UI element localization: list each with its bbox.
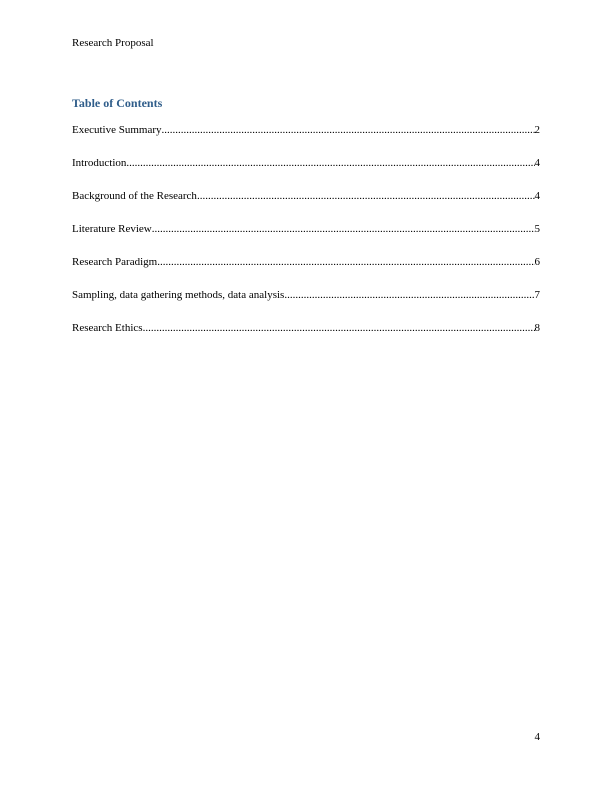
toc-entry-page: 4 bbox=[534, 190, 540, 202]
toc-entry-title: Executive Summary bbox=[72, 124, 162, 136]
toc-entry-title: Sampling, data gathering methods, data analysis bbox=[72, 289, 285, 301]
toc-entry-title: Introduction bbox=[72, 157, 127, 169]
toc-dot-leader bbox=[152, 222, 535, 236]
toc-dot-leader bbox=[157, 255, 534, 269]
toc-dot-leader bbox=[126, 156, 534, 170]
toc-entry-sampling[interactable] bbox=[72, 288, 540, 302]
toc-dot-leader bbox=[162, 123, 535, 137]
toc-entry-page: 2 bbox=[534, 124, 540, 136]
toc-entry-page: 7 bbox=[534, 289, 540, 301]
toc-heading: Table of Contents bbox=[72, 96, 163, 110]
toc-entry-page: 8 bbox=[534, 322, 540, 334]
toc-entry-page: 6 bbox=[534, 256, 540, 268]
toc-entry-introduction[interactable] bbox=[72, 156, 540, 170]
toc-entry-title: Literature Review bbox=[72, 223, 152, 235]
toc-entry-page: 5 bbox=[534, 223, 540, 235]
toc-entry-research-ethics[interactable] bbox=[72, 321, 540, 335]
toc-dot-leader bbox=[284, 288, 534, 302]
toc-entry-background[interactable] bbox=[72, 189, 540, 203]
toc-entry-page: 4 bbox=[534, 157, 540, 169]
running-header: Research Proposal bbox=[72, 37, 154, 49]
page-number: 4 bbox=[534, 731, 540, 743]
toc-entry-research-paradigm[interactable] bbox=[72, 255, 540, 269]
table-of-contents bbox=[72, 123, 540, 354]
toc-entry-title: Research Paradigm bbox=[72, 256, 158, 268]
toc-entry-literature-review[interactable] bbox=[72, 222, 540, 236]
toc-dot-leader bbox=[197, 189, 535, 203]
toc-entry-title: Research Ethics bbox=[72, 322, 143, 334]
toc-entry-title: Background of the Research bbox=[72, 190, 197, 202]
toc-entry-executive-summary[interactable] bbox=[72, 123, 540, 137]
toc-dot-leader bbox=[143, 321, 535, 335]
